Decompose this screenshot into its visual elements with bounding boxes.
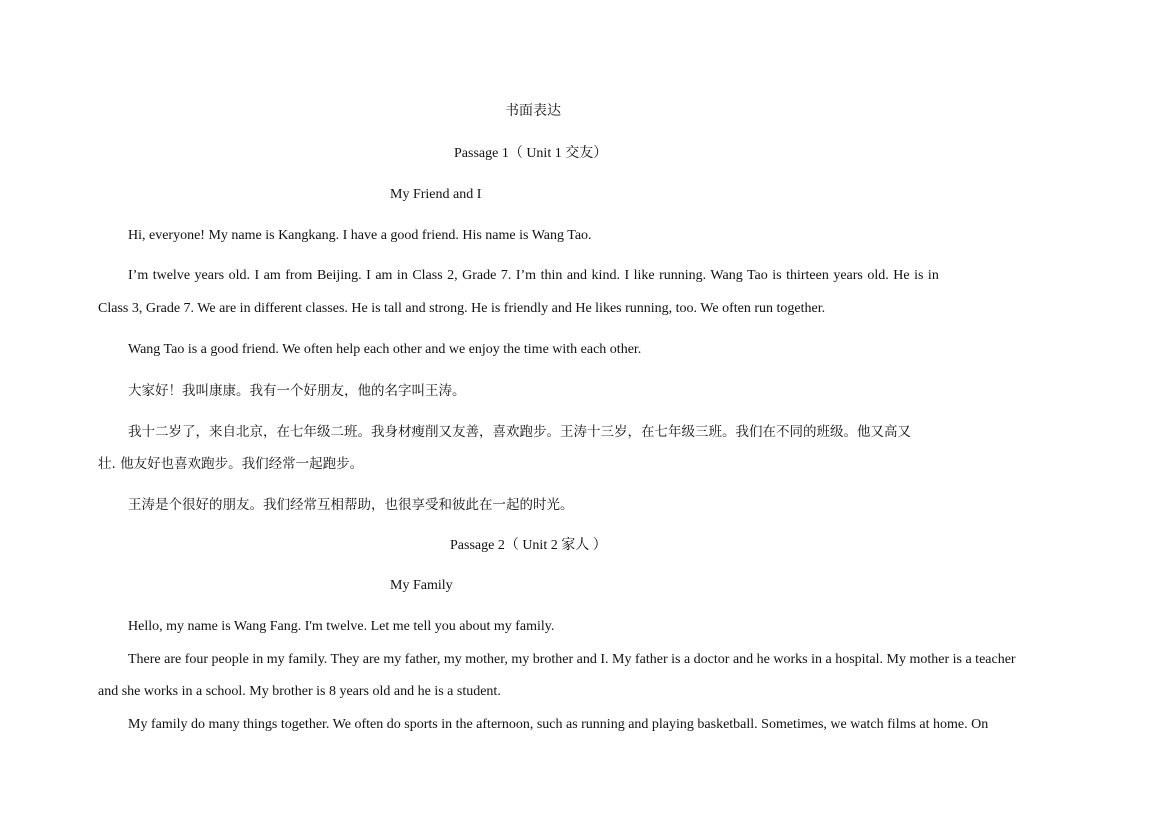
passage1-en-paragraph-1: Hi, everyone! My name is Kangkang. I have a good friend. His name is Wang Tao. [128,228,592,243]
passage1-cn-paragraph-1: 大家好！我叫康康。我有一个好朋友，他的名字叫王涛。 [128,383,466,399]
passage1-cn-paragraph-2-line-1: 我十二岁了，来自北京，在七年级二班。我身材瘦削又友善，喜欢跑步。王涛十三岁，在七年级三班。我们在不同的班级。他又高又 [128,424,911,440]
passage2-en-paragraph-1: Hello, my name is Wang Fang. I'm twelve. Let me tell you about my family. [128,619,555,634]
passage2-en-paragraph-3-line-1: My family do many things together. We often do sports in the afternoon, such as running and playing basketball. Sometimes, we watch films at home. On [128,717,989,732]
passage1-title: My Friend and I [390,187,482,202]
document-heading: 书面表达 [505,104,561,119]
passage2-en-paragraph-2-line-2: and she works in a school. My brother is 8 years old and he is a student. [98,684,501,699]
passage1-cn-paragraph-2-line-2: 壮. 他友好也喜欢跑步。我们经常一起跑步。 [98,456,364,472]
passage1-en-paragraph-2-line-2: Class 3, Grade 7. We are in different classes. He is tall and strong. He is friendly and He likes running, too. We often run together. [98,301,826,316]
passage1-cn-paragraph-3: 王涛是个很好的朋友。我们经常互相帮助，也很享受和彼此在一起的时光。 [128,497,574,513]
passage2-title: My Family [390,578,453,593]
passage1-en-paragraph-2-line-1: I’m twelve years old. I am from Beijing. I am in Class 2, Grade 7. I’m thin and kind. I like running. Wang Tao is thirteen years old. He is in [128,268,939,283]
passage2-label: Passage 2（ Unit 2 家人 ） [450,538,607,553]
passage1-en-paragraph-3: Wang Tao is a good friend. We often help each other and we enjoy the time with each other. [128,342,642,357]
passage1-label: Passage 1（ Unit 1 交友） [454,146,608,161]
passage2-en-paragraph-2-line-1: There are four people in my family. They are my father, my mother, my brother and I. My father is a doctor and he works in a hospital. My mother is a teacher [128,652,1016,667]
